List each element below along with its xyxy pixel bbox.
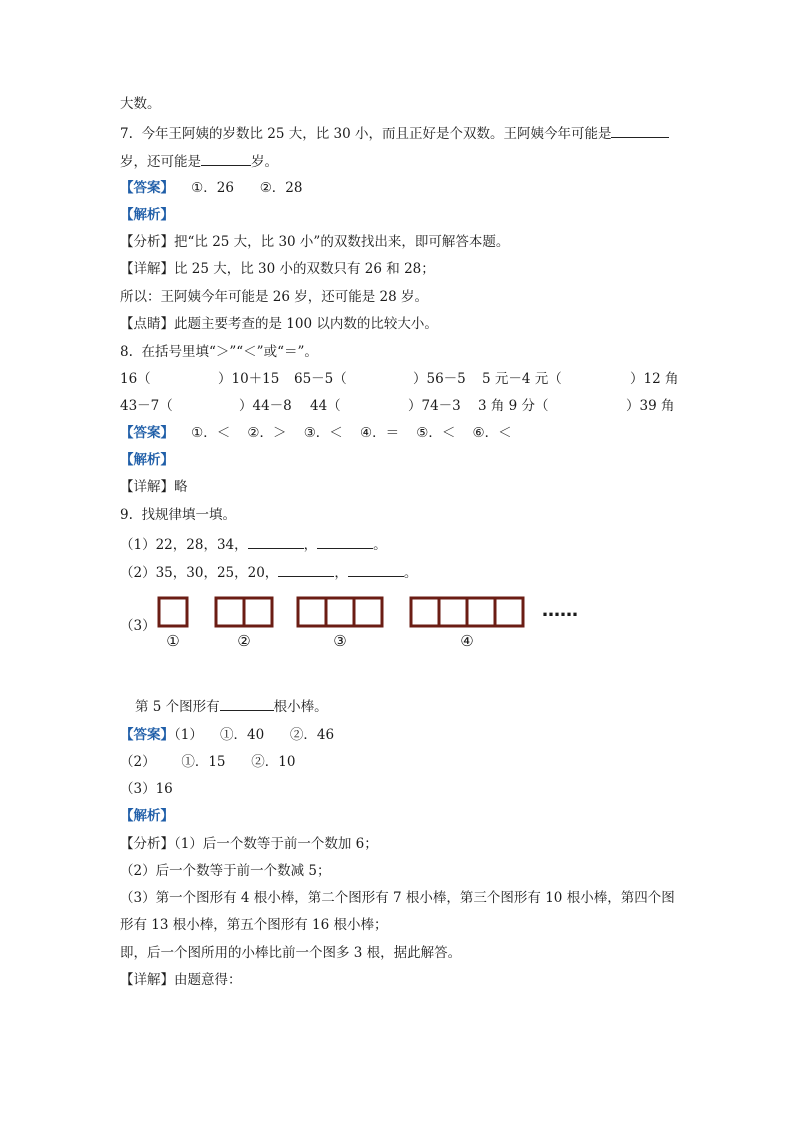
q8-r2-c6: ）39 角 [626, 398, 675, 414]
jiexi-tag: 【解析】 [120, 452, 174, 468]
intro-tail: 大数。 [120, 96, 161, 112]
q9-p2 [120, 562, 417, 582]
q9-answer-2: （2） ①．15 ②．10 [120, 754, 296, 770]
q9-xiangjie-text: 由题意得： [174, 972, 242, 988]
q9-answer-3: （3）16 [120, 781, 173, 797]
xiangjie-tag: 【详解】 [120, 479, 174, 495]
q9-fifth [135, 696, 328, 716]
q8-xiangjie [120, 478, 188, 496]
figure-3-label: ③ [333, 632, 347, 650]
q8-jiexi [120, 451, 174, 469]
figure-3-outline [298, 598, 382, 626]
q8-r1-c4: ）56－5 [413, 371, 466, 387]
q7-line1 [120, 123, 669, 143]
q7-xiangjie-text: 比 25 大，比 30 小的双数只有 26 和 28； [174, 261, 435, 277]
q9-fifth-blank[interactable] [220, 696, 274, 711]
q8-title: 8. 在括号里填“＞”“＜”或“＝”。 [120, 344, 318, 360]
q8-r2-c3: 44（ [310, 398, 341, 414]
q9-p3-label: （3） [120, 618, 156, 634]
q9-fifth-a: 第 5 个图形有 [135, 699, 220, 715]
q7-answer [120, 179, 302, 197]
q7-dianjing-text: 此题主要考查的是 100 以内数的比较大小。 [174, 316, 438, 332]
figure-1-label: ① [166, 632, 180, 650]
q9-p1-end: 。 [373, 537, 387, 553]
q9-p2-prefix: （2）35，30，25，20， [120, 565, 279, 581]
q7-question-text: 7. 今年王阿姨的岁数比 25 大，比 30 小，而且正好是个双数。王阿姨今年可能是 [120, 126, 612, 142]
q8-answer-text: ①．＜ ②．＞ ③．＜ ④．＝ ⑤．＜ ⑥．＜ [174, 425, 512, 441]
ellipsis: …… [542, 600, 578, 621]
q8-r1-c5: 5 元－4 元（ [482, 371, 562, 387]
q9-p1-blank-1[interactable] [248, 534, 304, 549]
q7-fenxi-text: 把“比 25 大，比 30 小”的双数找出来，即可解答本题。 [174, 234, 510, 250]
q8-r1-c6: ）12 角 [630, 371, 679, 387]
fenxi-tag: 【分析】 [120, 836, 174, 852]
answer-tag: 【答案】 [120, 180, 174, 196]
q8-answer [120, 424, 512, 442]
q9-fenxi-2: （2）后一个数等于前一个数减 5； [120, 863, 331, 879]
answer-tag: 【答案】 [120, 425, 174, 441]
q9-answer [120, 726, 334, 744]
figure-2-label: ② [237, 632, 251, 650]
q7-suoyi: 所以：王阿姨今年可能是 26 岁，还可能是 28 岁。 [120, 289, 429, 305]
figure-1-outline [159, 598, 187, 626]
q8-r2-c1: 43－7（ [120, 398, 173, 414]
q8-r2-c4: ）74－3 [408, 398, 461, 414]
q7-line2-b: 岁。 [251, 154, 278, 170]
q9-fenxi [120, 835, 378, 853]
q7-dianjing [120, 315, 438, 333]
q7-fenxi [120, 233, 509, 251]
matchstick-figures [150, 592, 610, 652]
q9-answer-1: （1） ①．40 ②．46 [174, 727, 335, 743]
q9-p2-end: 。 [403, 565, 418, 581]
q7-line2 [120, 151, 278, 171]
q9-jiexi [120, 807, 174, 825]
q9-fifth-b: 根小棒。 [273, 699, 328, 715]
q9-p1-sep: ， [303, 537, 318, 553]
q7-blank-2[interactable] [201, 151, 251, 166]
answer-tag: 【答案】 [120, 727, 174, 743]
q8-r1-c3: 65－5（ [294, 371, 347, 387]
q9-fenxi-3a: （3）第一个图形有 4 根小棒，第二个图形有 7 根小棒，第三个图形有 10 根小棒，第四个图 [120, 890, 675, 906]
q8-xiangjie-text: 略 [174, 479, 188, 495]
dianjing-tag: 【点睛】 [120, 316, 174, 332]
q7-answer-text: ①．26 ②．28 [174, 180, 303, 196]
q7-xiangjie [120, 260, 435, 278]
q9-p2-sep: ， [334, 565, 348, 581]
q7-line2-a: 岁，还可能是 [120, 154, 201, 170]
xiangjie-tag: 【详解】 [120, 261, 174, 277]
q9-p2-blank-1[interactable] [278, 562, 334, 577]
q9-fenxi-3b: 形有 13 根小棒，第五个图形有 16 根小棒； [120, 917, 388, 933]
q7-jiexi [120, 206, 174, 224]
q9-xiangjie [120, 971, 242, 989]
q8-r1-c1: 16（ [120, 371, 151, 387]
q8-r2-c5: 3 角 9 分（ [478, 398, 549, 414]
jiexi-tag: 【解析】 [120, 207, 174, 223]
q8-r2-c2: ）44－8 [239, 398, 292, 414]
q9-fenxi-1: （1）后一个数等于前一个数加 6； [174, 836, 378, 852]
jiexi-tag: 【解析】 [120, 808, 174, 824]
q9-p1-prefix: （1）22，28，34， [120, 537, 248, 553]
xiangjie-tag: 【详解】 [120, 972, 174, 988]
q9-p1-blank-2[interactable] [317, 534, 373, 549]
q7-blank-1[interactable] [611, 123, 669, 138]
fenxi-tag: 【分析】 [120, 234, 174, 250]
figure-4-label: ④ [460, 632, 474, 650]
q8-r1-c2: ）10＋15 [218, 371, 280, 387]
q9-fenxi-4: 即，后一个图所用的小棒比前一个图多 3 根，据此解答。 [120, 945, 462, 961]
q9-title: 9. 找规律填一填。 [120, 507, 236, 523]
q9-p1 [120, 534, 387, 554]
q9-p2-blank-2[interactable] [348, 562, 404, 577]
